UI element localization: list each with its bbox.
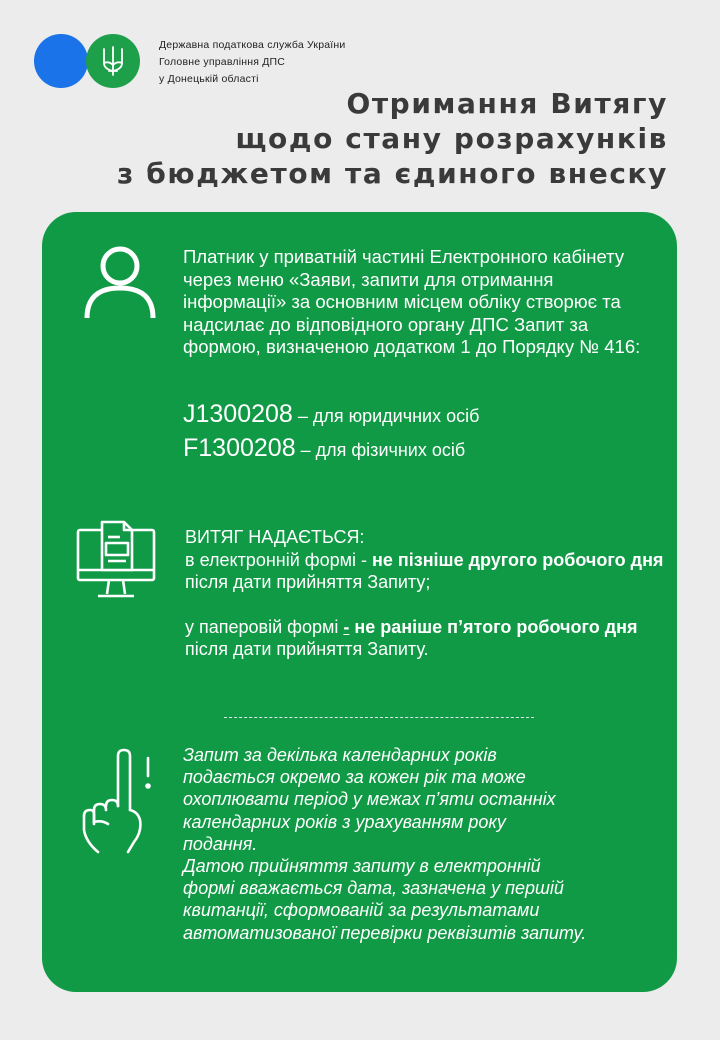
org-line: Державна податкова служба України (159, 39, 346, 51)
note-line: формі вважається дата, зазначена у першій (183, 878, 564, 899)
logo-green-circle (86, 34, 140, 88)
paper-prefix: у паперовій формі (185, 616, 344, 637)
note-line: квитанції, сформованій за результатами (183, 900, 540, 921)
form-code: J1300208 (183, 400, 293, 428)
note-line: подання. (183, 833, 258, 854)
electronic-prefix: в електронній формі - (185, 549, 372, 570)
page-title (117, 86, 668, 191)
paper-deadline: не раніше п’ятого робочого дня (349, 616, 638, 637)
note-line: Запит за декілька календарних років (183, 745, 497, 765)
electronic-suffix: після дати прийняття Запиту; (185, 572, 431, 592)
form-code: F1300208 (183, 434, 296, 462)
note-line: автоматизованої перевірки реквізитів запиту. (183, 922, 587, 943)
logo-blue-circle (34, 34, 88, 88)
issuance-heading: ВИТЯГ НАДАЄТЬСЯ: (185, 527, 365, 547)
trident-icon (100, 45, 126, 77)
org-line: у Донецькій області (159, 73, 259, 85)
user-icon (82, 242, 158, 322)
note-line: охоплювати період у межах п’яти останніх (183, 789, 556, 810)
form-code-description: – для фізичних осіб (295, 440, 466, 460)
form-code-row (183, 434, 653, 468)
form-codes (183, 400, 653, 468)
paper-dash: - (343, 616, 350, 637)
issuance-terms (185, 526, 665, 661)
electronic-deadline: не пізніше другого робочого дня (371, 549, 664, 570)
title-line: щодо стану розрахунків (235, 122, 668, 155)
title-line: з бюджетом та єдиного внеску (117, 157, 668, 190)
paper-term (185, 616, 665, 661)
org-line: Головне управління ДПС (159, 56, 286, 68)
organization-name (159, 37, 345, 88)
info-card (42, 212, 677, 992)
request-instructions: Платник у приватній частині Електронного кабінету через меню «Заяви, запити для отримання інформації» за основним місцем обліку створює та надсилає до відповідного органу ДПС Запит за формою, визначеною додатком 1 до Порядку № 416: (183, 246, 641, 357)
computer-document-icon (76, 520, 158, 604)
multi-year-note (183, 744, 663, 944)
raised-finger-exclamation-icon (80, 748, 162, 854)
paper-suffix: після дати прийняття Запиту. (185, 639, 429, 659)
electronic-term (185, 549, 665, 594)
section-divider (224, 717, 534, 718)
note-line: Датою прийняття запиту в електронній (183, 856, 541, 877)
title-line: Отримання Витягу (346, 87, 668, 120)
form-code-row (183, 400, 653, 434)
note-line: календарних років з урахуванням року (183, 811, 506, 832)
note-line: подається окремо за кожен рік та може (183, 767, 526, 788)
form-code-description: – для юридичних осіб (292, 406, 480, 426)
